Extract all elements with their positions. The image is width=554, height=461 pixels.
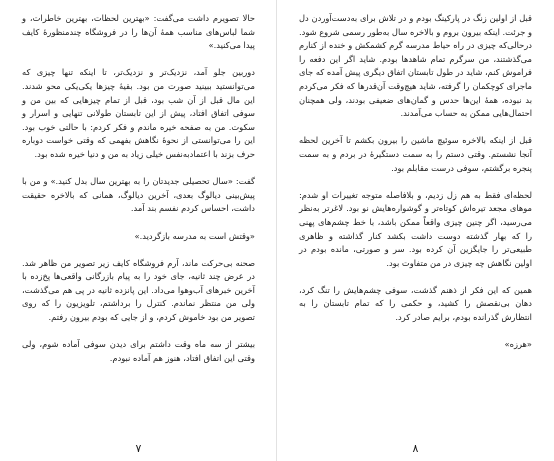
paragraph: قبل از اینکه بالاخره سوئیچ ماشین را بیرون بکشم تا آخرین لحظه آنجا نشستم. وقتی دستم را به سمت دستگیرهٔ در بردم و به سمت پنجره برگشتم، سوفی درست مقابلم بود. <box>299 135 532 173</box>
right-page <box>277 0 554 461</box>
paragraph: دوربین جلو آمد، نزدیک‌تر و نزدیک‌تر، تا اینکه تنها چیزی که می‌توانستید ببینید صورت من بود. بقیهٔ چیزها یکی‌یکی محو شدند. این مال قبل از آن شب بود، قبل از تمام چیزهایی که بین من و سوفی اتفاق افتاد، پیش از این تابستان طولانی تنهایی و اسرار و سکوت. من به صفحه خیره ماندم و فکر کردم: با حالتی خوب بود. این را می‌توانستی از نحوهٔ نگاهش بفهمی که وقتی خواست دوباره حرف بزند با اعتمادبه‌نفس خیلی زیاد به من و دنیا خیره شده بود. <box>22 67 255 159</box>
right-page-text <box>299 12 532 352</box>
page-number: ۷ <box>135 442 142 455</box>
paragraph: گفت: «سال تحصیلی جدیدتان را به بهترین سال بدل کنید.» و من با پیش‌بینی دیالوگ بعدی، آخرین دیالوگ، همانی که بالاخره حقیقت داشت، احساس کردم نفسم بند آمد. <box>22 176 255 214</box>
paragraph: قبل از اولین زنگ در پارکینگ بودم و در تلاش برای به‌دست‌آوردن دل و جرئت. اینکه بیرون بروم و بالاخره سال به‌طور رسمی شروع شود. درحالی‌که چیزی در راه حیاط مدرسه گرم کشمکش و خنده از کنارم می‌گذشتند، من سرگرم تمام شاهدها بودم. شاید اگر این دفعه را فراموش کنم، شاید در طول تابستان اتفاق دیگری پیش آمده که جای ماجرای کوچکمان را گرفته، شاید هیچ‌وقت آن‌قدرها که فکر می‌کردم بد نبوده، همهٔ این‌ها حدس و گمان‌های ضعیفی بودند، ولی همچنان احتمال‌هایی ممکن به حساب می‌آمدند. <box>298 13 532 119</box>
paragraph: «وقتش است به مدرسه بازگردید.» <box>134 230 255 241</box>
paragraph: لحظه‌ای فقط به هم زل زدیم، و بلافاصله متوجه تغییرات او شدم: موهای مجعد تیره‌اش کوتاه‌تر و گوشواره‌هایش نو بود. لاغرتر به‌نظر می‌رسید، اگر چنین چیزی واقعاً ممکن باشد، با خط چشم‌های پهنی را که بهار گذشته دوست داشت بکشد کنار گذاشته و ظاهری طبیعی‌تر را جایگزین آن کرده بود. سر و صورتی، مانده بودم در اولین نگاهش چه چیزی در من متفاوت بود. <box>299 189 532 268</box>
paragraph: صحنه بی‌حرکت ماند، آرم فروشگاه کایف زیر تصویر من ظاهر شد. در عرض چند ثانیه، جای خود را به پیام بازرگانی واقعی‌ها پخ‌زده با آخرین خبرهای آب‌وهوا می‌داد. این پانزده ثانیه در پی هم می‌گذشت، ولی من منتظر نماندم. کنترل را برداشتم، تلویزیون را که روی تصویر من بود خاموش کردم، و از جایی که بودم بیرون رفتم. <box>22 257 255 323</box>
paragraph: حالا تصویرم داشت می‌گفت: «بهترین لحظات، بهترین خاطرات، و شما لباس‌های مناسب همهٔ آن‌ها را در فروشگاه چندمنظورهٔ کایف پیدا می‌کنید.» <box>22 13 255 51</box>
page-number: ۸ <box>412 442 419 455</box>
paragraph: همین که این فکر از ذهنم گذشت، سوفی چشم‌هایش را تنگ کرد، دهان بی‌نقصش را کشید، و حکمی را که تمام تابستان را به انتظارش گذرانده بودم، برایم صادر کرد. <box>299 284 532 323</box>
left-page-text <box>22 12 255 365</box>
page-divider <box>276 0 277 461</box>
paragraph: بیشتر از سه ماه وقت داشتم برای دیدن سوفی آماده شوم، ولی وقتی این اتفاق افتاد، هنوز هم آماده نبودم. <box>22 339 255 363</box>
paragraph: «هرزه» <box>504 339 532 350</box>
